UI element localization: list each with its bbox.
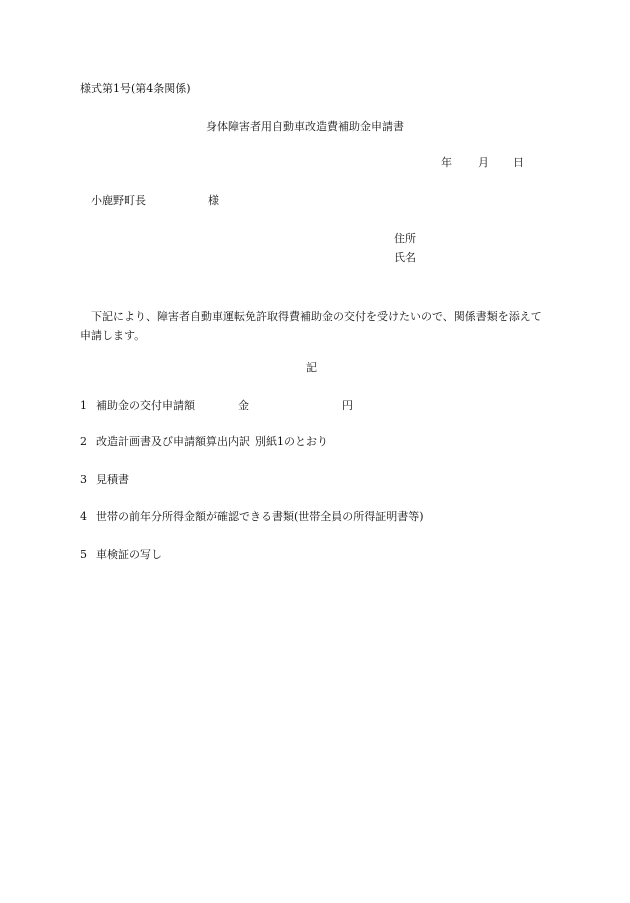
list-item-4	[80, 511, 424, 522]
ki-heading: 記	[306, 361, 317, 374]
list-item-2	[80, 436, 250, 447]
amount-kin-label: 金	[238, 399, 249, 412]
list-item-1	[80, 400, 195, 411]
item-number: 1	[80, 399, 87, 412]
list-item-5	[80, 549, 162, 560]
applicant-name-label: 氏名	[394, 251, 416, 264]
item-text: 補助金の交付申請額	[96, 399, 195, 412]
item-number: 2	[80, 435, 87, 448]
amount-yen-label: 円	[342, 399, 353, 412]
addressee-honorific: 様	[208, 194, 219, 207]
item-number: 3	[80, 473, 87, 486]
document-title: 身体障害者用自動車改造費補助金申請書	[206, 120, 404, 133]
item-text: 世帯の前年分所得金額が確認できる書類(世帯全員の所得証明書等)	[96, 510, 424, 523]
date-year-label: 年	[441, 156, 452, 169]
item-number: 4	[80, 510, 87, 523]
form-number: 様式第1号(第4条関係)	[80, 82, 191, 95]
request-body-text: 下記により、障害者自動車運転免許取得費補助金の交付を受けたいので、関係書類を添えて申請します。	[80, 310, 542, 342]
date-month-label: 月	[478, 156, 489, 169]
applicant-address-label: 住所	[394, 232, 416, 245]
addressee-name: 小鹿野町長	[91, 194, 146, 207]
item-2-reference: 別紙1のとおり	[255, 435, 328, 448]
item-number: 5	[80, 548, 87, 561]
date-day-label: 日	[513, 156, 524, 169]
list-item-3	[80, 474, 129, 485]
item-text: 車検証の写し	[96, 548, 162, 561]
item-text: 見積書	[96, 473, 129, 486]
item-text: 改造計画書及び申請額算出内訳	[96, 435, 250, 448]
